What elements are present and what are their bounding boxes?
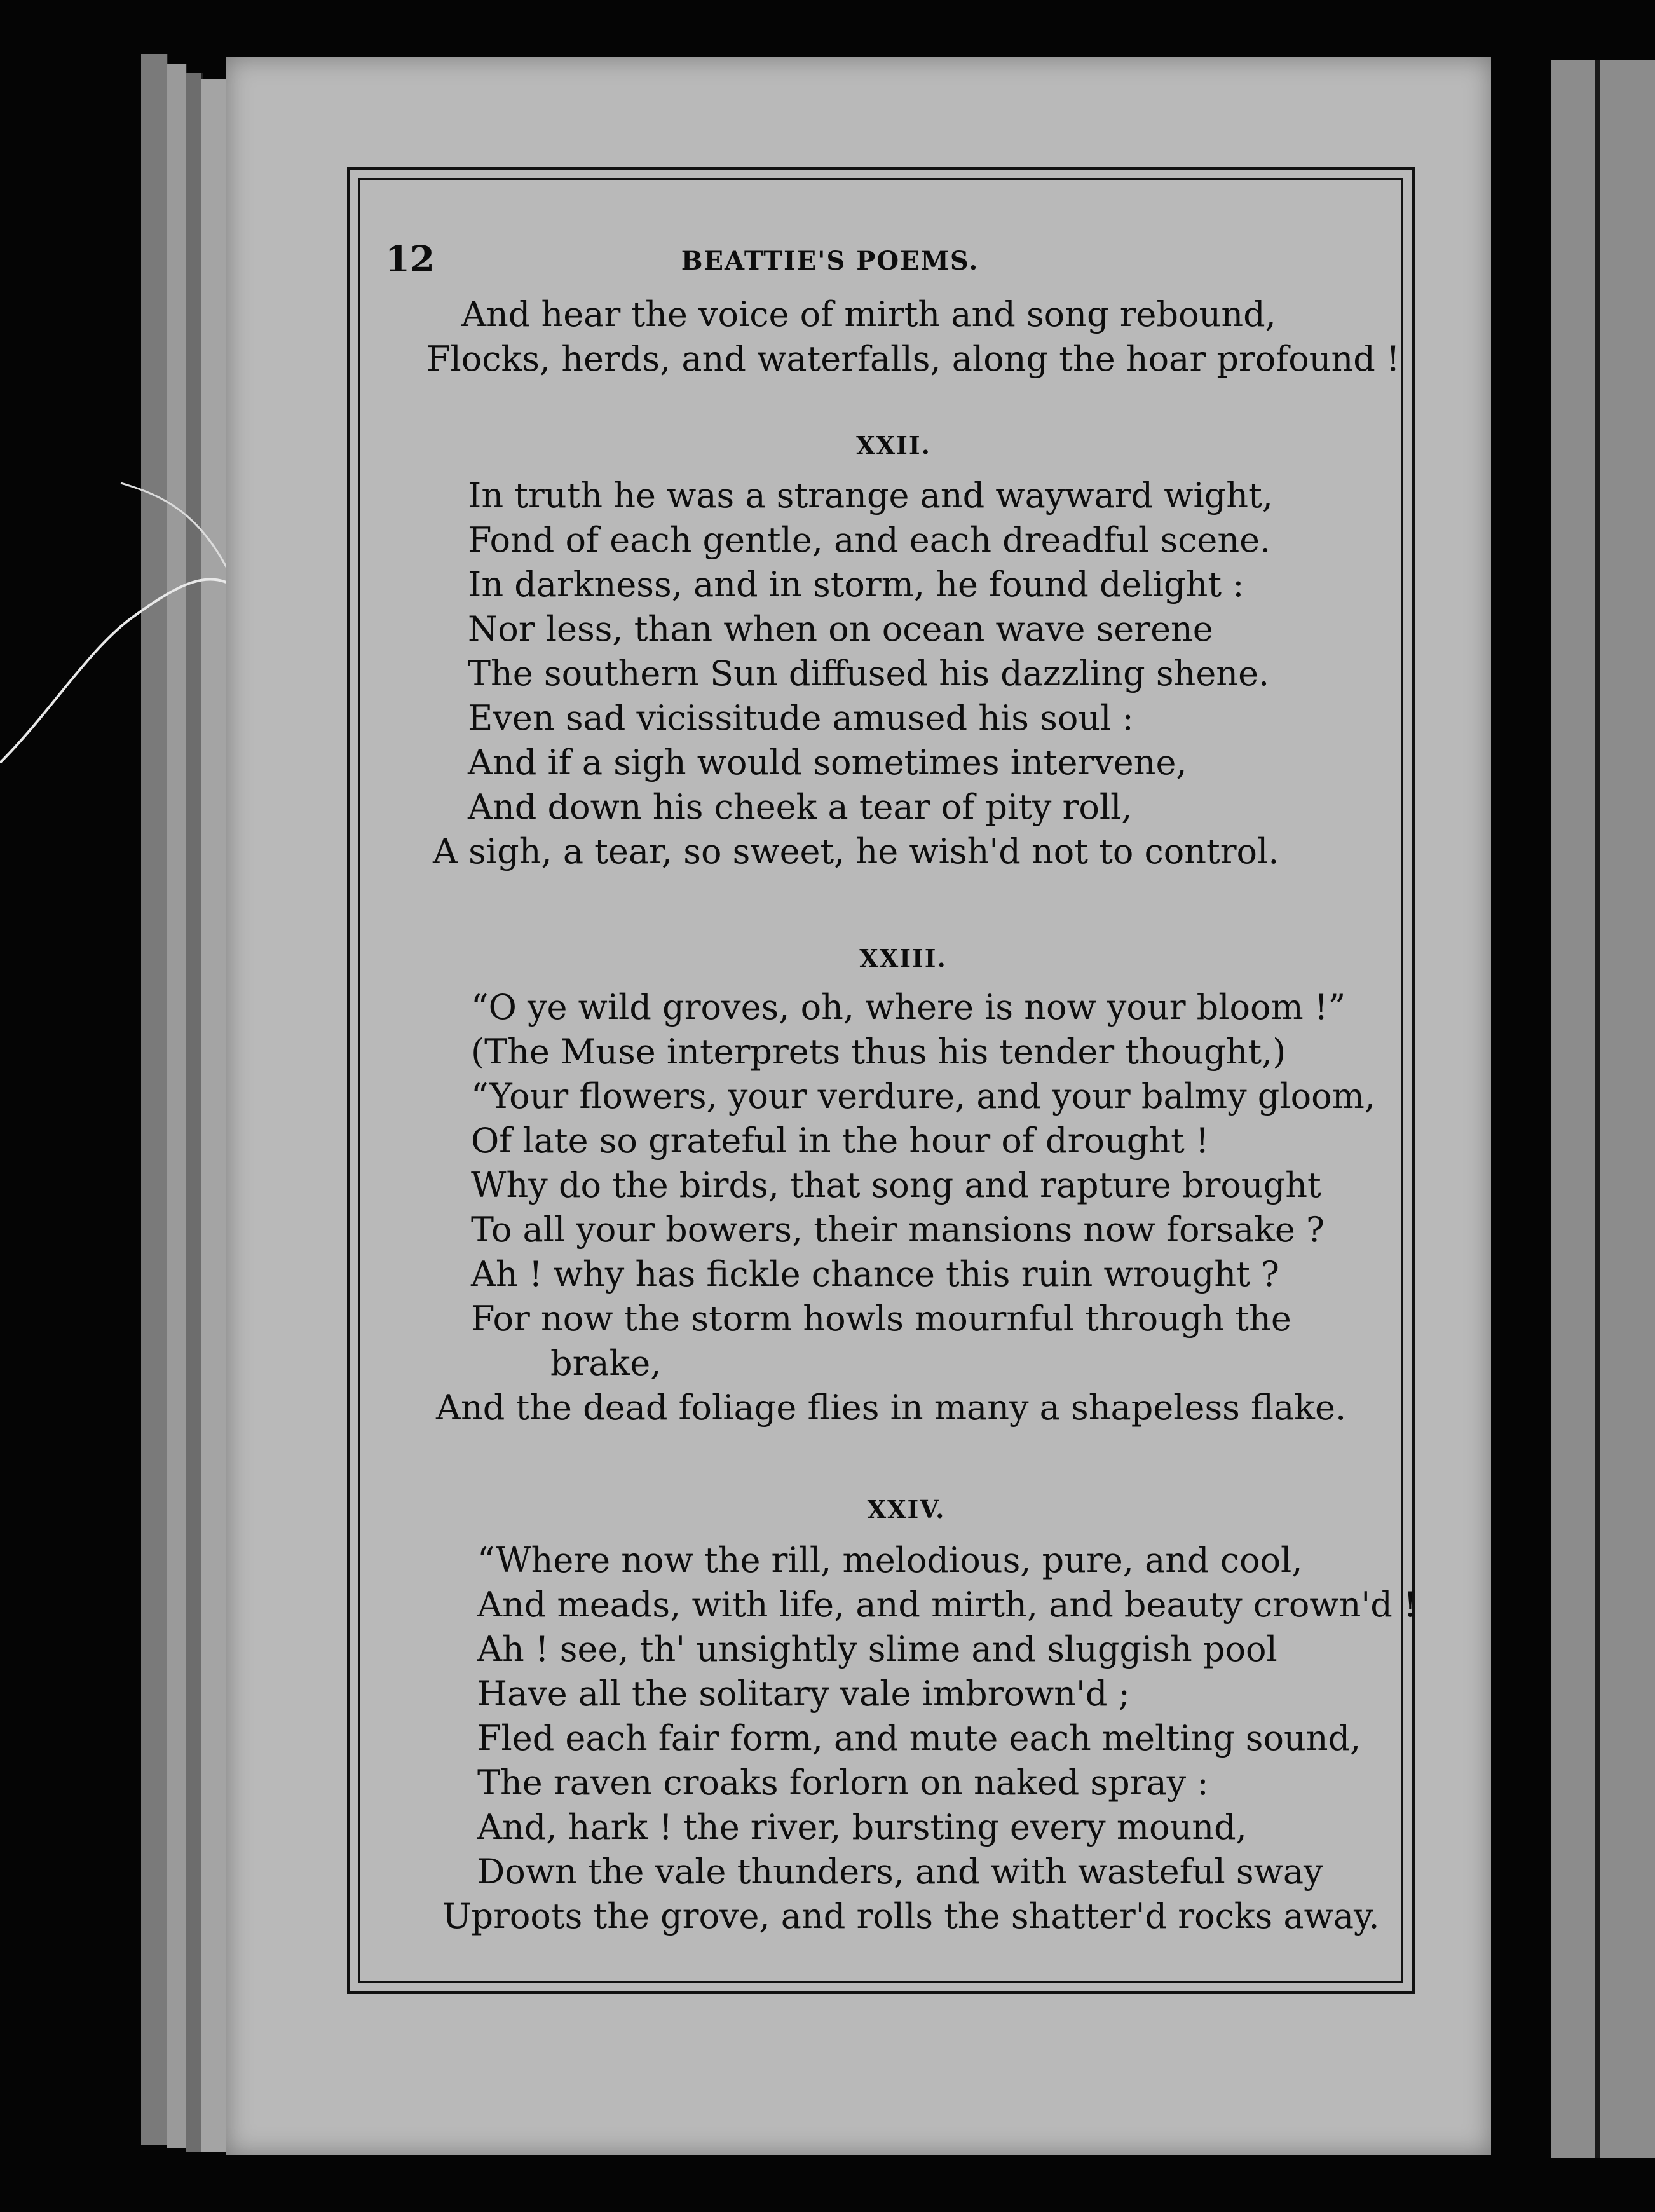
verse-line: To all your bowers, their mansions now forsake ?	[471, 1210, 1325, 1250]
page-edge	[186, 73, 203, 2152]
stanza-xxiii	[436, 985, 1376, 1430]
verse-line: And hear the voice of mirth and song rebound,	[461, 294, 1276, 334]
verse-line: In darkness, and in storm, he found delight :	[468, 564, 1244, 604]
page-number: 12	[385, 238, 435, 280]
verse-line: The southern Sun diffused his dazzling shene.	[468, 653, 1270, 693]
verse-line: Even sad vicissitude amused his soul :	[468, 698, 1134, 738]
verse-line: “Your flowers, your verdure, and your balmy gloom,	[471, 1076, 1376, 1116]
verse-line: Down the vale thunders, and with wasteful sway	[477, 1852, 1323, 1892]
stanza-xxiv	[442, 1538, 1417, 1939]
verse-line: Ah ! see, th' unsightly slime and sluggish pool	[477, 1629, 1277, 1669]
page-edge	[141, 54, 168, 2145]
verse-line: A sigh, a tear, so sweet, he wish'd not to control.	[433, 831, 1279, 871]
verse-line: “O ye wild groves, oh, where is now your bloom !”	[471, 987, 1346, 1027]
verse-line: And the dead foliage flies in many a shapeless flake.	[436, 1388, 1347, 1428]
verse-line: For now the storm howls mournful through the	[471, 1299, 1291, 1339]
verse-line: Flocks, herds, and waterfalls, along the hoar profound !	[426, 339, 1400, 379]
stanza-numeral: XXIII.	[859, 944, 947, 973]
page-edge	[167, 64, 187, 2148]
stanza-numeral: XXII.	[856, 431, 931, 460]
verse-line: Nor less, than when on ocean wave serene	[468, 609, 1213, 649]
verse-line: And meads, with life, and mirth, and beauty crown'd !	[477, 1585, 1417, 1625]
verse-line: “Where now the rill, melodious, pure, and cool,	[477, 1540, 1303, 1580]
stanza-xxii	[433, 474, 1279, 874]
facing-page	[1551, 60, 1655, 2158]
verse-line: And down his cheek a tear of pity roll,	[468, 787, 1133, 827]
verse-line: Uproots the grove, and rolls the shatter'd rocks away.	[442, 1896, 1380, 1936]
verse-line: Of late so grateful in the hour of drought !	[471, 1121, 1209, 1161]
stanza-numeral: XXIV.	[867, 1495, 946, 1524]
verse-line: And if a sigh would sometimes intervene,	[468, 742, 1187, 782]
verse-line: Why do the birds, that song and rapture brought	[471, 1165, 1321, 1205]
verse-line: (The Muse interprets thus his tender thought,)	[471, 1032, 1286, 1072]
verse-line: And, hark ! the river, bursting every mound,	[477, 1807, 1247, 1847]
continuation-lines	[426, 292, 1400, 381]
verse-line: Ah ! why has fickle chance this ruin wrought ?	[471, 1254, 1279, 1294]
running-head: BEATTIE'S POEMS.	[681, 246, 979, 276]
page-edge	[201, 79, 228, 2152]
verse-line: Fond of each gentle, and each dreadful scene.	[468, 520, 1271, 560]
book-gutter	[1491, 38, 1551, 2212]
verse-line: brake,	[550, 1343, 662, 1383]
verse-line: In truth he was a strange and wayward wight,	[468, 475, 1273, 515]
facing-page-border	[1595, 60, 1600, 2158]
verse-line: The raven croaks forlorn on naked spray :	[477, 1763, 1209, 1803]
verse-line: Fled each fair form, and mute each melting sound,	[477, 1718, 1361, 1758]
book-page	[226, 57, 1491, 2155]
verse-line: Have all the solitary vale imbrown'd ;	[477, 1674, 1130, 1714]
